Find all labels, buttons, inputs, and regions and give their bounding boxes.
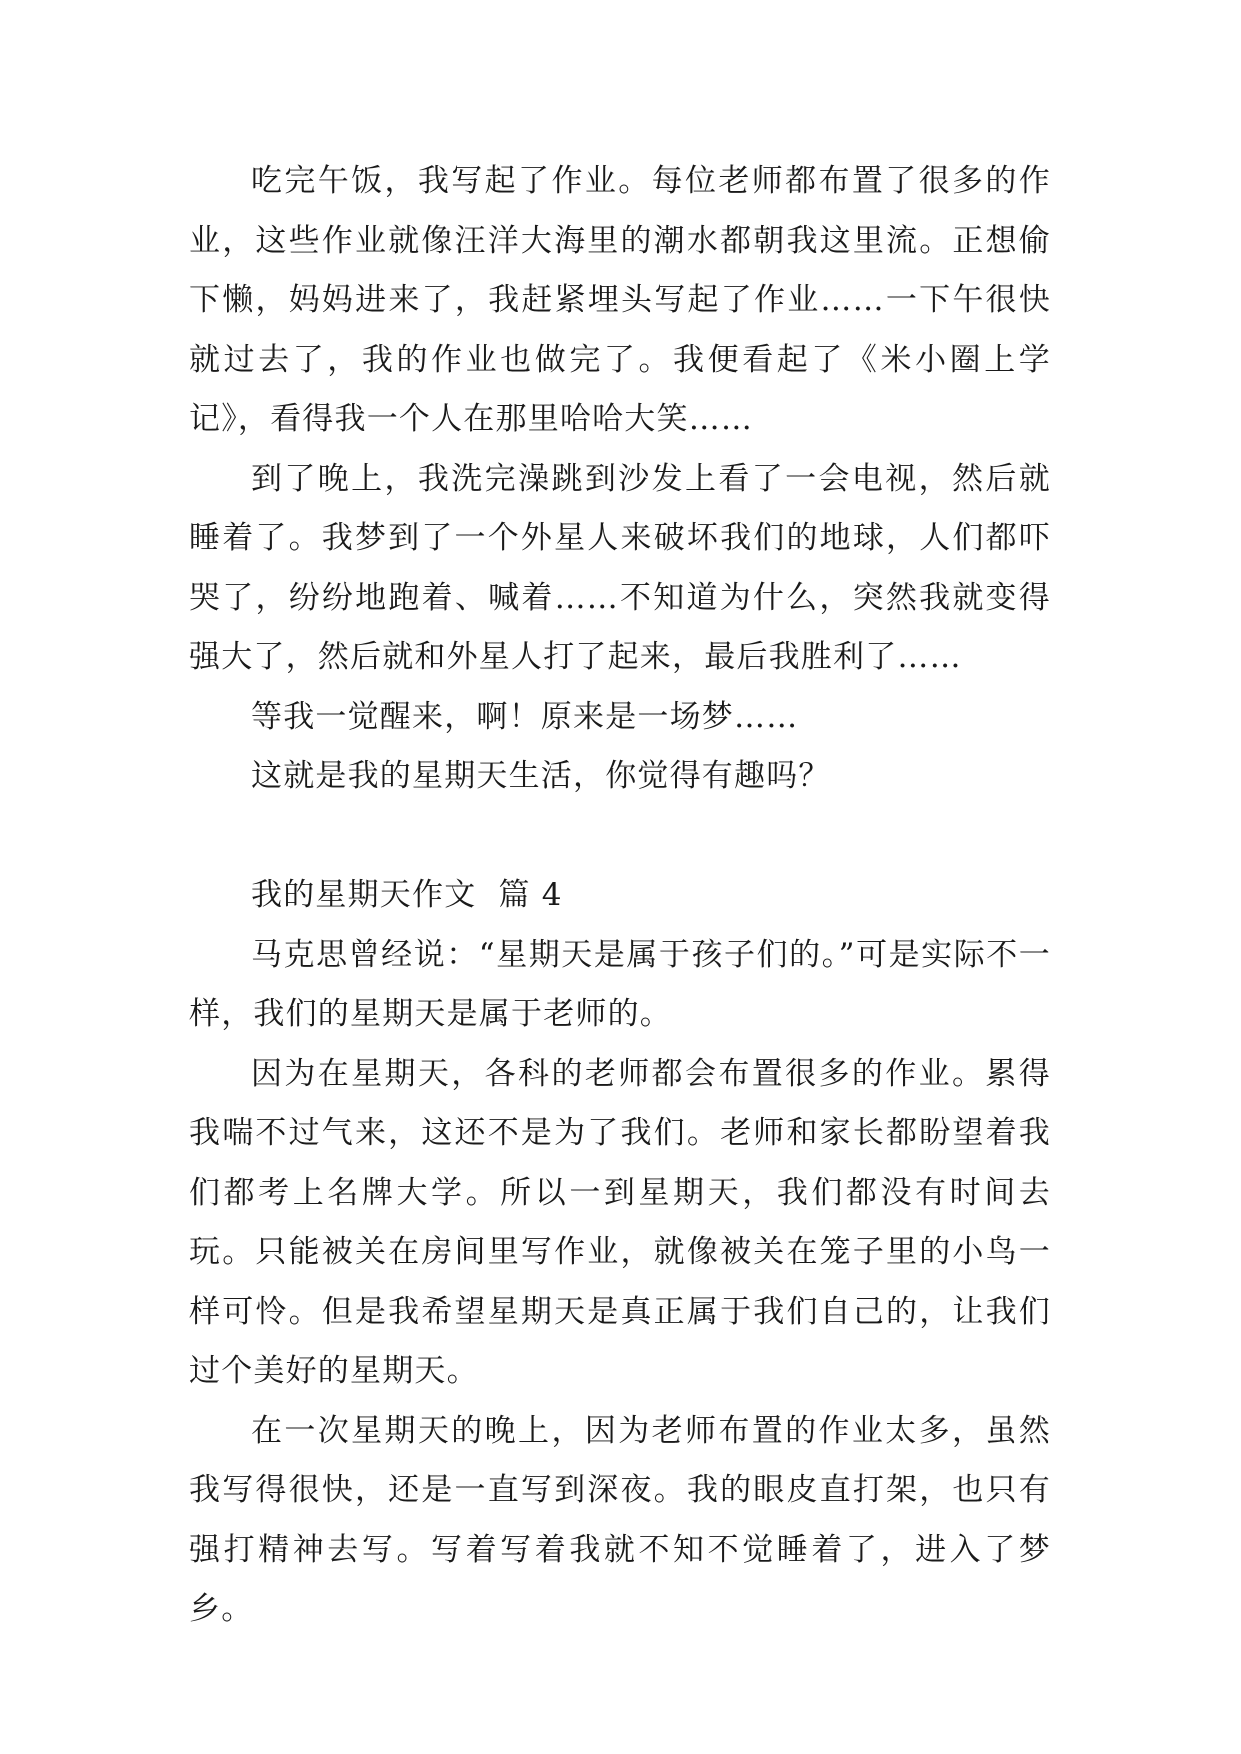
paragraph: 因为在星期天，各科的老师都会布置很多的作业。累得我喘不过气来，这还不是为了我们。老师和家长都盼望着我们都考上名牌大学。所以一到星期天，我们都没有时间去玩。只能被关在房间里写作业，就像被关在笼子里的小鸟一样可怜。但是我希望星期天是真正属于我们自己的，让我们过个美好的星期天。	[189, 1055, 1051, 1389]
section-heading: 我的星期天作文 篇 4	[251, 877, 563, 913]
paragraph: 这就是我的星期天生活，你觉得有趣吗？	[251, 758, 831, 794]
paragraph: 到了晚上，我洗完澡跳到沙发上看了一会电视，然后就睡着了。我梦到了一个外星人来破坏我们的地球，人们都吓哭了，纷纷地跑着、喊着……不知道为什么，突然我就变得强大了，然后就和外星人打了起来，最后我胜利了……	[189, 460, 1051, 675]
paragraph: 等我一觉醒来，啊！原来是一场梦……	[251, 698, 799, 735]
document-body	[189, 152, 1051, 1640]
paragraph: 在一次星期天的晚上，因为老师布置的作业太多，虽然我写得很快，还是一直写到深夜。我的眼皮直打架，也只有强打精神去写。写着写着我就不知不觉睡着了，进入了梦乡。	[189, 1412, 1051, 1627]
paragraph: 马克思曾经说：“星期天是属于孩子们的。”可是实际不一样，我们的星期天是属于老师的。	[189, 936, 1051, 1032]
section-spacer	[189, 807, 1051, 867]
paragraph: 吃完午饭，我写起了作业。每位老师都布置了很多的作业，这些作业就像汪洋大海里的潮水都朝我这里流。正想偷下懒，妈妈进来了，我赶紧埋头写起了作业……一下午很快就过去了，我的作业也做完了。我便看起了《米小圈上学记》，看得我一个人在那里哈哈大笑……	[189, 163, 1051, 437]
